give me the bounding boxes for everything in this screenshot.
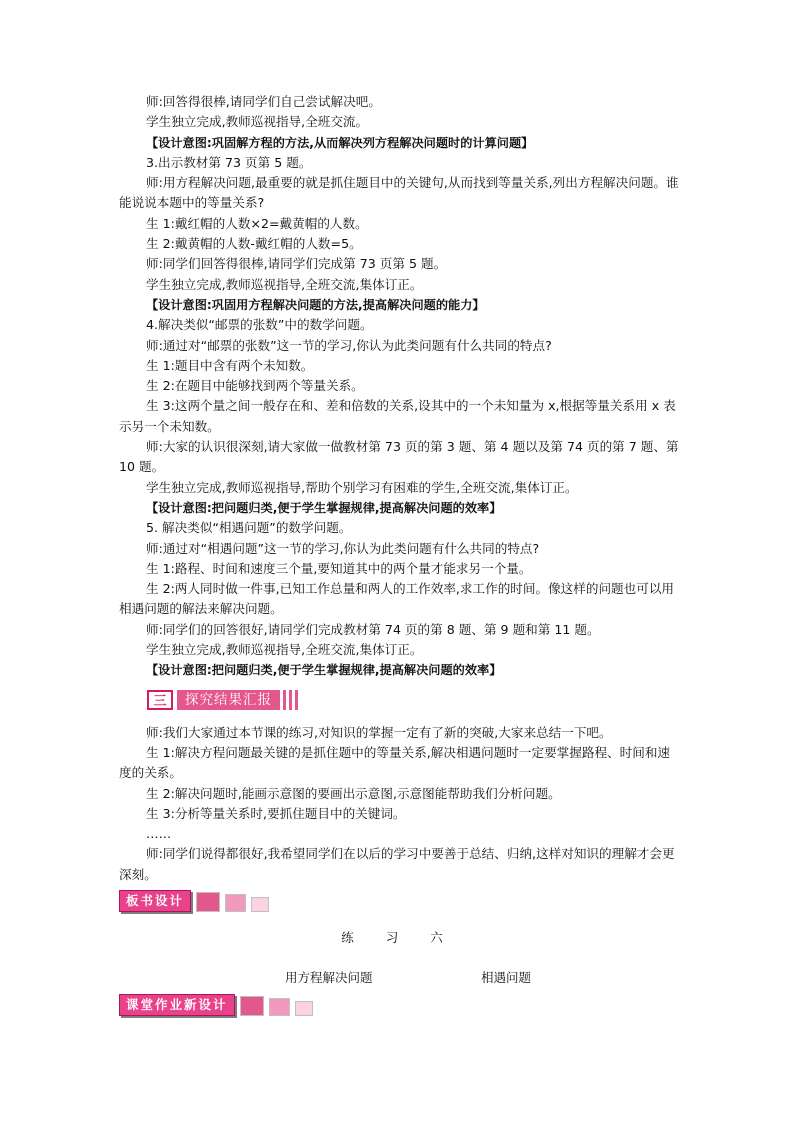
- lesson-part-a: [119, 92, 679, 681]
- design-intent: 【设计意图:把问题归类,便于学生掌握规律,提高解决问题的效率】: [146, 500, 502, 515]
- paragraph: 生 1:戴红帽的人数×2=戴黄帽的人数。: [146, 215, 368, 231]
- paragraph: 师:通过对“相遇问题”这一节的学习,你认为此类问题有什么共同的特点?: [146, 540, 540, 556]
- paragraph: 生 1:解决方程问题最关键的是抓住题中的等量关系,解决相遇问题时一定要掌握路程、时间和速度的关系。: [119, 744, 671, 781]
- document-page: [119, 92, 679, 1016]
- decorative-square: [225, 894, 246, 912]
- design-intent: 【设计意图:巩固用方程解决问题的方法,提高解决问题的能力】: [146, 297, 485, 312]
- paragraph: 生 1:题目中含有两个未知数。: [146, 357, 314, 373]
- decorative-square: [196, 892, 220, 912]
- board-design-header: [119, 890, 679, 912]
- section-number: 三: [147, 690, 173, 710]
- homework-header: [119, 994, 679, 1016]
- paragraph: 师:同学们回答得很棒,请同学们完成第 73 页第 5 题。: [146, 256, 447, 272]
- board-left-label: 用方程解决问题: [285, 969, 373, 985]
- paragraph: 学生独立完成,教师巡视指导,全班交流。: [146, 114, 369, 130]
- decorative-square: [295, 1001, 313, 1016]
- decorative-bar: [283, 690, 286, 710]
- paragraph: 师:同学们的回答很好,请同学们完成教材第 74 页的第 8 题、第 9 题和第 11 题。: [146, 621, 600, 637]
- paragraph: 生 2:解决问题时,能画示意图的要画出示意图,示意图能帮助我们分析问题。: [146, 785, 561, 801]
- paragraph: 学生独立完成,教师巡视指导,帮助个别学习有困难的学生,全班交流,集体订正。: [146, 479, 578, 495]
- paragraph: 生 2:在题目中能够找到两个等量关系。: [146, 378, 364, 394]
- board-design-badge: 板书设计: [119, 890, 191, 912]
- paragraph: 生 2:戴黄帽的人数-戴红帽的人数=5。: [146, 236, 362, 252]
- lesson-part-b: [119, 723, 679, 885]
- design-intent: 【设计意图:巩固解方程的方法,从而解决列方程解决问题时的计算问题】: [146, 135, 534, 150]
- paragraph: 师:用方程解决问题,最重要的就是抓住题目中的关键句,从而找到等量关系,列出方程解决问题。谁能说说本题中的等量关系?: [119, 175, 679, 211]
- decorative-square: [240, 996, 264, 1016]
- homework-badge: 课堂作业新设计: [119, 994, 235, 1016]
- decorative-bar: [289, 690, 292, 710]
- board-right-label: 相遇问题: [481, 969, 532, 985]
- board-title: 练 习 六: [341, 929, 457, 945]
- paragraph: 学生独立完成,教师巡视指导,全班交流,集体订正。: [146, 276, 423, 292]
- paragraph: 4.解决类似“邮票的张数”中的数学问题。: [146, 317, 373, 333]
- design-intent: 【设计意图:把问题归类,便于学生掌握规律,提高解决问题的效率】: [146, 663, 502, 678]
- decorative-square: [269, 998, 290, 1016]
- paragraph: 生 1:路程、时间和速度三个量,要知道其中的两个量才能求另一个量。: [146, 560, 532, 576]
- paragraph: 师:同学们说得都很好,我希望同学们在以后的学习中要善于总结、归纳,这样对知识的理解才会更深刻。: [119, 846, 675, 882]
- paragraph: 师:回答得很棒,请同学们自己尝试解决吧。: [146, 94, 381, 109]
- paragraph: 生 2:两人同时做一件事,已知工作总量和两人的工作效率,求工作的时间。像这样的问题也可以用相遇问题的解法来解决问题。: [119, 581, 675, 617]
- paragraph: 5. 解决类似“相遇问题”的数学问题。: [146, 520, 352, 536]
- paragraph: 3.出示教材第 73 页第 5 题。: [146, 154, 312, 170]
- decorative-square: [251, 897, 269, 912]
- section-title: 探究结果汇报: [177, 690, 280, 710]
- paragraph: 师:我们大家通过本节课的练习,对知识的掌握一定有了新的突破,大家来总结一下吧。: [146, 724, 612, 740]
- board-row: [119, 968, 679, 988]
- decorative-bar: [295, 690, 298, 710]
- section-header: [147, 689, 679, 711]
- paragraph: 师:通过对“邮票的张数”这一节的学习,你认为此类问题有什么共同的特点?: [146, 337, 552, 353]
- paragraph: 师:大家的认识很深刻,请大家做一做教材第 73 页的第 3 题、第 4 题以及第 74 页的第 7 题、第 10 题。: [119, 439, 679, 475]
- paragraph: ……: [146, 826, 172, 842]
- paragraph: 学生独立完成,教师巡视指导,全班交流,集体订正。: [146, 642, 423, 658]
- paragraph: 生 3:分析等量关系时,要抓住题目中的关键词。: [146, 805, 406, 821]
- paragraph: 生 3:这两个量之间一般存在和、差和倍数的关系,设其中的一个未知量为 x,根据等量关系用 x 表示另一个未知数。: [119, 398, 676, 434]
